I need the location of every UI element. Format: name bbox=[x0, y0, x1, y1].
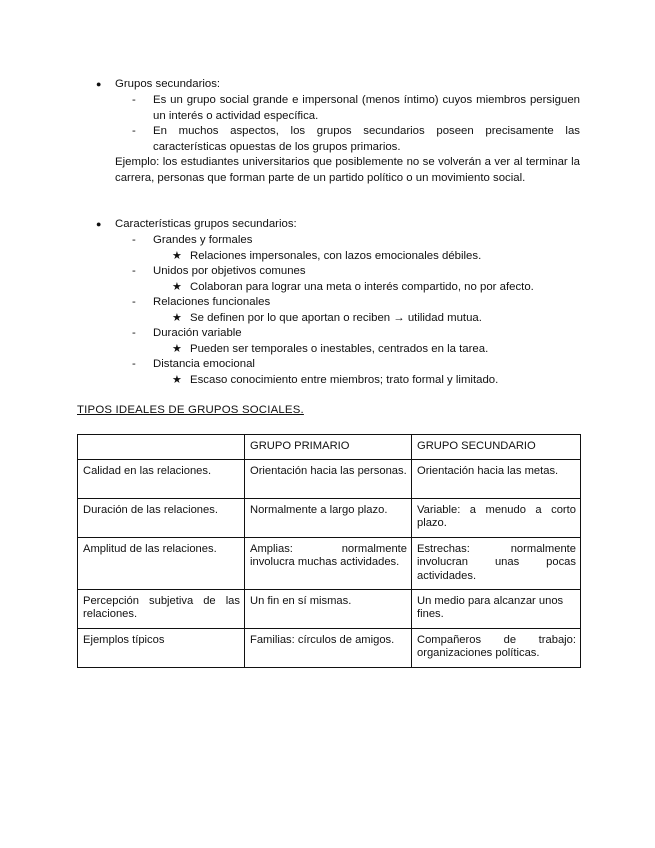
list-item bbox=[132, 93, 580, 124]
dash-icon: - bbox=[132, 234, 136, 246]
star-icon: ★ bbox=[172, 342, 182, 355]
list-item bbox=[172, 342, 580, 358]
bullet-dot-icon: ● bbox=[96, 79, 102, 89]
caracteristica-detail: Se definen por lo que aportan o reciben → utilidad mutua. bbox=[190, 311, 482, 324]
secundarios-item-text: En muchos aspectos, los grupos secundarios poseen precisamente las características opuestas de los grupos primarios. bbox=[153, 125, 580, 153]
tipos-table bbox=[77, 434, 581, 668]
list-item bbox=[132, 264, 580, 280]
secundarios-item-text: Es un grupo social grande e impersonal (menos íntimo) cuyos miembros persiguen un interés o actividad específica. bbox=[153, 94, 580, 122]
star-icon: ★ bbox=[172, 311, 182, 324]
secundarios-dash-list bbox=[132, 93, 580, 155]
bullet-grupos-secundarios bbox=[96, 77, 220, 93]
list-item bbox=[132, 326, 580, 342]
table-row bbox=[78, 537, 581, 589]
grupos-secundarios-heading: Grupos secundarios: bbox=[115, 78, 221, 90]
table-cell: Amplias: normalmente involucra muchas actividades. bbox=[245, 537, 412, 589]
list-item bbox=[132, 124, 580, 155]
list-item bbox=[172, 373, 580, 389]
header-cell-empty bbox=[78, 435, 245, 460]
table-row bbox=[78, 628, 581, 667]
caracteristica-label: Duración variable bbox=[153, 327, 242, 339]
table-cell: Percepción subjetiva de las relaciones. bbox=[78, 589, 245, 628]
table-header-row bbox=[78, 435, 581, 460]
dash-icon: - bbox=[132, 125, 136, 137]
table-cell: Amplitud de las relaciones. bbox=[78, 537, 245, 589]
list-item bbox=[132, 233, 580, 249]
table-row bbox=[78, 498, 581, 537]
table-cell: Familias: círculos de amigos. bbox=[245, 628, 412, 667]
bullet-dot-icon: ● bbox=[96, 219, 102, 229]
dash-icon: - bbox=[132, 327, 136, 339]
dash-icon: - bbox=[132, 94, 136, 106]
caracteristica-label: Unidos por objetivos comunes bbox=[153, 265, 306, 277]
header-cell-primario: GRUPO PRIMARIO bbox=[245, 435, 412, 460]
dash-icon: - bbox=[132, 358, 136, 370]
star-icon: ★ bbox=[172, 249, 182, 262]
table-cell: Un fin en sí mismas. bbox=[245, 589, 412, 628]
list-item bbox=[132, 357, 580, 373]
dash-icon: - bbox=[132, 296, 136, 308]
ejemplo-paragraph: Ejemplo: los estudiantes universitarios que posiblemente no se volverán a ver al terminar la carrera, personas que forman parte de un partido político o un movimiento social. bbox=[115, 156, 580, 184]
star-icon: ★ bbox=[172, 373, 182, 386]
dash-icon: - bbox=[132, 265, 136, 277]
caracteristicas-list bbox=[132, 233, 580, 388]
table-row bbox=[78, 459, 581, 498]
caracteristica-label: Distancia emocional bbox=[153, 358, 255, 370]
table-cell: Estrechas: normalmente involucran unas pocas actividades. bbox=[412, 537, 581, 589]
caracteristica-detail: Pueden ser temporales o inestables, centrados en la tarea. bbox=[190, 342, 489, 355]
caracteristica-label: Grandes y formales bbox=[153, 234, 253, 246]
table-cell: Ejemplos típicos bbox=[78, 628, 245, 667]
list-item bbox=[172, 311, 580, 327]
caracteristica-detail: Relaciones impersonales, con lazos emocionales débiles. bbox=[190, 249, 482, 262]
table-cell: Duración de las relaciones. bbox=[78, 498, 245, 537]
table-cell: Calidad en las relaciones. bbox=[78, 459, 245, 498]
list-item bbox=[172, 249, 580, 265]
caracteristicas-heading: Características grupos secundarios: bbox=[115, 218, 297, 230]
table-cell: Compañeros de trabajo: organizaciones políticas. bbox=[412, 628, 581, 667]
table-cell: Orientación hacia las personas. bbox=[245, 459, 412, 498]
table-row bbox=[78, 589, 581, 628]
table-cell: Normalmente a largo plazo. bbox=[245, 498, 412, 537]
star-icon: ★ bbox=[172, 280, 182, 293]
table-cell: Orientación hacia las metas. bbox=[412, 459, 581, 498]
table-cell: Variable: a menudo a corto plazo. bbox=[412, 498, 581, 537]
list-item bbox=[172, 280, 580, 296]
table-cell: Un medio para alcanzar unos fines. bbox=[412, 589, 581, 628]
tipos-section-title: TIPOS IDEALES DE GRUPOS SOCIALES. bbox=[77, 404, 304, 416]
header-cell-secundario: GRUPO SECUNDARIO bbox=[412, 435, 581, 460]
caracteristica-detail: Escaso conocimiento entre miembros; trato formal y limitado. bbox=[190, 373, 499, 386]
list-item bbox=[132, 295, 580, 311]
caracteristica-label: Relaciones funcionales bbox=[153, 296, 271, 308]
caracteristica-detail: Colaboran para lograr una meta o interés compartido, no por afecto. bbox=[190, 280, 534, 293]
bullet-caracteristicas bbox=[96, 217, 297, 233]
